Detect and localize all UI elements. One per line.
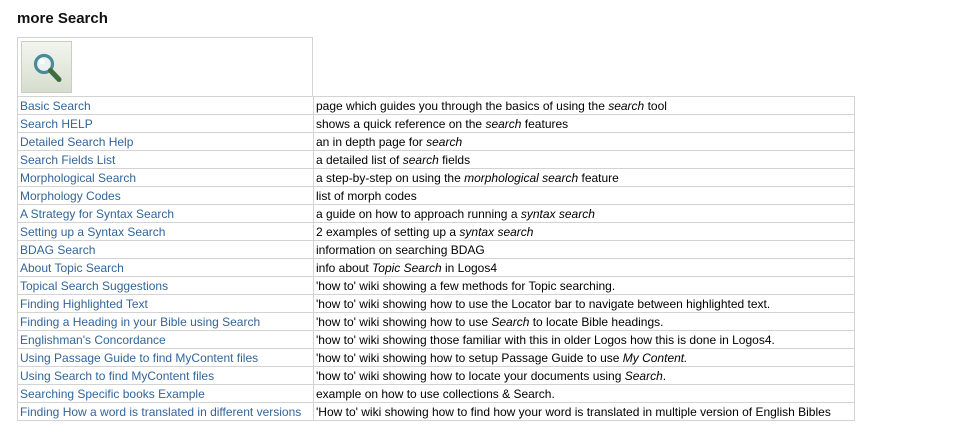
row-link[interactable]: Topical Search Suggestions xyxy=(20,278,169,293)
link-cell xyxy=(18,313,314,331)
link-cell xyxy=(18,241,314,259)
row-link[interactable]: Searching Specific books Example xyxy=(20,386,205,401)
description-text: a step-by-step on using the xyxy=(316,170,465,185)
description-text: . xyxy=(662,368,667,383)
description-cell xyxy=(314,151,855,169)
table-row xyxy=(18,349,855,367)
link-cell xyxy=(18,277,314,295)
description-cell xyxy=(314,403,855,421)
description-emphasis: search xyxy=(402,152,439,167)
description-text: 'How to' wiki showing how to find how your word is translated in multiple version of English Bibles xyxy=(316,404,831,419)
description-cell xyxy=(314,385,855,403)
search-links-table xyxy=(17,96,855,421)
description-text: example on how to use collections & Search. xyxy=(316,386,555,401)
description-text: fields xyxy=(438,152,471,167)
description-text: tool xyxy=(644,98,667,113)
description-cell xyxy=(314,223,855,241)
icon-header-cell xyxy=(17,37,313,96)
description-cell xyxy=(314,367,855,385)
link-cell xyxy=(18,331,314,349)
description-emphasis: search xyxy=(426,134,463,149)
search-links-table-body xyxy=(18,97,855,421)
table-row xyxy=(18,97,855,115)
row-link[interactable]: Finding How a word is translated in different versions xyxy=(20,404,302,419)
link-cell xyxy=(18,151,314,169)
description-cell xyxy=(314,205,855,223)
link-cell xyxy=(18,403,314,421)
row-link[interactable]: About Topic Search xyxy=(20,260,124,275)
table-row xyxy=(18,331,855,349)
description-emphasis: Search xyxy=(624,368,663,383)
row-link[interactable]: Using Passage Guide to find MyContent files xyxy=(20,350,259,365)
link-cell xyxy=(18,259,314,277)
description-cell xyxy=(314,295,855,313)
description-cell xyxy=(314,169,855,187)
description-text: features xyxy=(521,116,569,131)
description-cell xyxy=(314,115,855,133)
table-row xyxy=(18,151,855,169)
description-text: to locate Bible headings. xyxy=(529,314,664,329)
description-emphasis: Topic Search xyxy=(372,260,442,275)
description-text: in Logos4 xyxy=(441,260,498,275)
description-text: information on searching BDAG xyxy=(316,242,485,257)
row-link[interactable]: BDAG Search xyxy=(20,242,96,257)
description-text: info about xyxy=(316,260,373,275)
link-cell xyxy=(18,115,314,133)
description-text: 'how to' wiki showing how to use xyxy=(316,314,492,329)
table-row xyxy=(18,169,855,187)
link-cell xyxy=(18,223,314,241)
magnifier-glyph-icon xyxy=(32,52,63,84)
description-text: 'how to' wiki showing a few methods for Topic searching. xyxy=(316,278,616,293)
table-row xyxy=(18,367,855,385)
description-text: list of morph codes xyxy=(316,188,417,203)
row-link[interactable]: Search HELP xyxy=(20,116,93,131)
row-link[interactable]: Setting up a Syntax Search xyxy=(20,224,166,239)
table-row xyxy=(18,223,855,241)
search-magnifier-icon[interactable] xyxy=(21,41,72,93)
description-emphasis: syntax search xyxy=(459,224,534,239)
description-emphasis: syntax search xyxy=(520,206,595,221)
table-row xyxy=(18,403,855,421)
description-text: 2 examples of setting up a xyxy=(316,224,460,239)
description-cell xyxy=(314,259,855,277)
description-cell xyxy=(314,331,855,349)
description-text: shows a quick reference on the xyxy=(316,116,486,131)
link-cell xyxy=(18,295,314,313)
table-row xyxy=(18,241,855,259)
description-cell xyxy=(314,313,855,331)
description-emphasis: search xyxy=(485,116,522,131)
table-row xyxy=(18,295,855,313)
table-row xyxy=(18,277,855,295)
page-title: more Search xyxy=(17,10,108,27)
link-cell xyxy=(18,385,314,403)
description-text: 'how to' wiki showing those familiar with this in older Logos how this is done in Logos4. xyxy=(316,332,775,347)
row-link[interactable]: Search Fields List xyxy=(20,152,116,167)
table-row xyxy=(18,187,855,205)
description-cell xyxy=(314,349,855,367)
description-emphasis: morphological search xyxy=(464,170,579,185)
description-text: a detailed list of xyxy=(316,152,403,167)
link-cell xyxy=(18,367,314,385)
description-text: feature xyxy=(578,170,619,185)
table-row xyxy=(18,259,855,277)
description-text: 'how to' wiki showing how to locate your documents using xyxy=(316,368,625,383)
table-row xyxy=(18,115,855,133)
description-cell xyxy=(314,187,855,205)
row-link[interactable]: Finding Highlighted Text xyxy=(20,296,148,311)
table-row xyxy=(18,133,855,151)
description-cell xyxy=(314,241,855,259)
row-link[interactable]: Using Search to find MyContent files xyxy=(20,368,215,383)
description-cell xyxy=(314,277,855,295)
link-cell xyxy=(18,349,314,367)
link-cell xyxy=(18,97,314,115)
row-link[interactable]: A Strategy for Syntax Search xyxy=(20,206,175,221)
description-emphasis: My Content. xyxy=(622,350,688,365)
description-emphasis: Search xyxy=(491,314,530,329)
description-emphasis: search xyxy=(608,98,645,113)
row-link[interactable]: Basic Search xyxy=(20,98,91,113)
description-cell xyxy=(314,97,855,115)
description-text: a guide on how to approach running a xyxy=(316,206,521,221)
description-text: an in depth page for xyxy=(316,134,427,149)
table-row xyxy=(18,385,855,403)
link-cell xyxy=(18,205,314,223)
description-text: page which guides you through the basics of using the xyxy=(316,98,609,113)
description-text: 'how to' wiki showing how to setup Passage Guide to use xyxy=(316,350,623,365)
row-link[interactable]: Morphological Search xyxy=(20,170,137,185)
row-link[interactable]: Englishman's Concordance xyxy=(20,332,166,347)
description-cell xyxy=(314,133,855,151)
description-text: 'how to' wiki showing how to use the Locator bar to navigate between highlighted text. xyxy=(316,296,771,311)
row-link[interactable]: Morphology Codes xyxy=(20,188,121,203)
table-row xyxy=(18,313,855,331)
row-link[interactable]: Detailed Search Help xyxy=(20,134,134,149)
link-cell xyxy=(18,187,314,205)
link-cell xyxy=(18,169,314,187)
link-cell xyxy=(18,133,314,151)
table-row xyxy=(18,205,855,223)
row-link[interactable]: Finding a Heading in your Bible using Search xyxy=(20,314,261,329)
